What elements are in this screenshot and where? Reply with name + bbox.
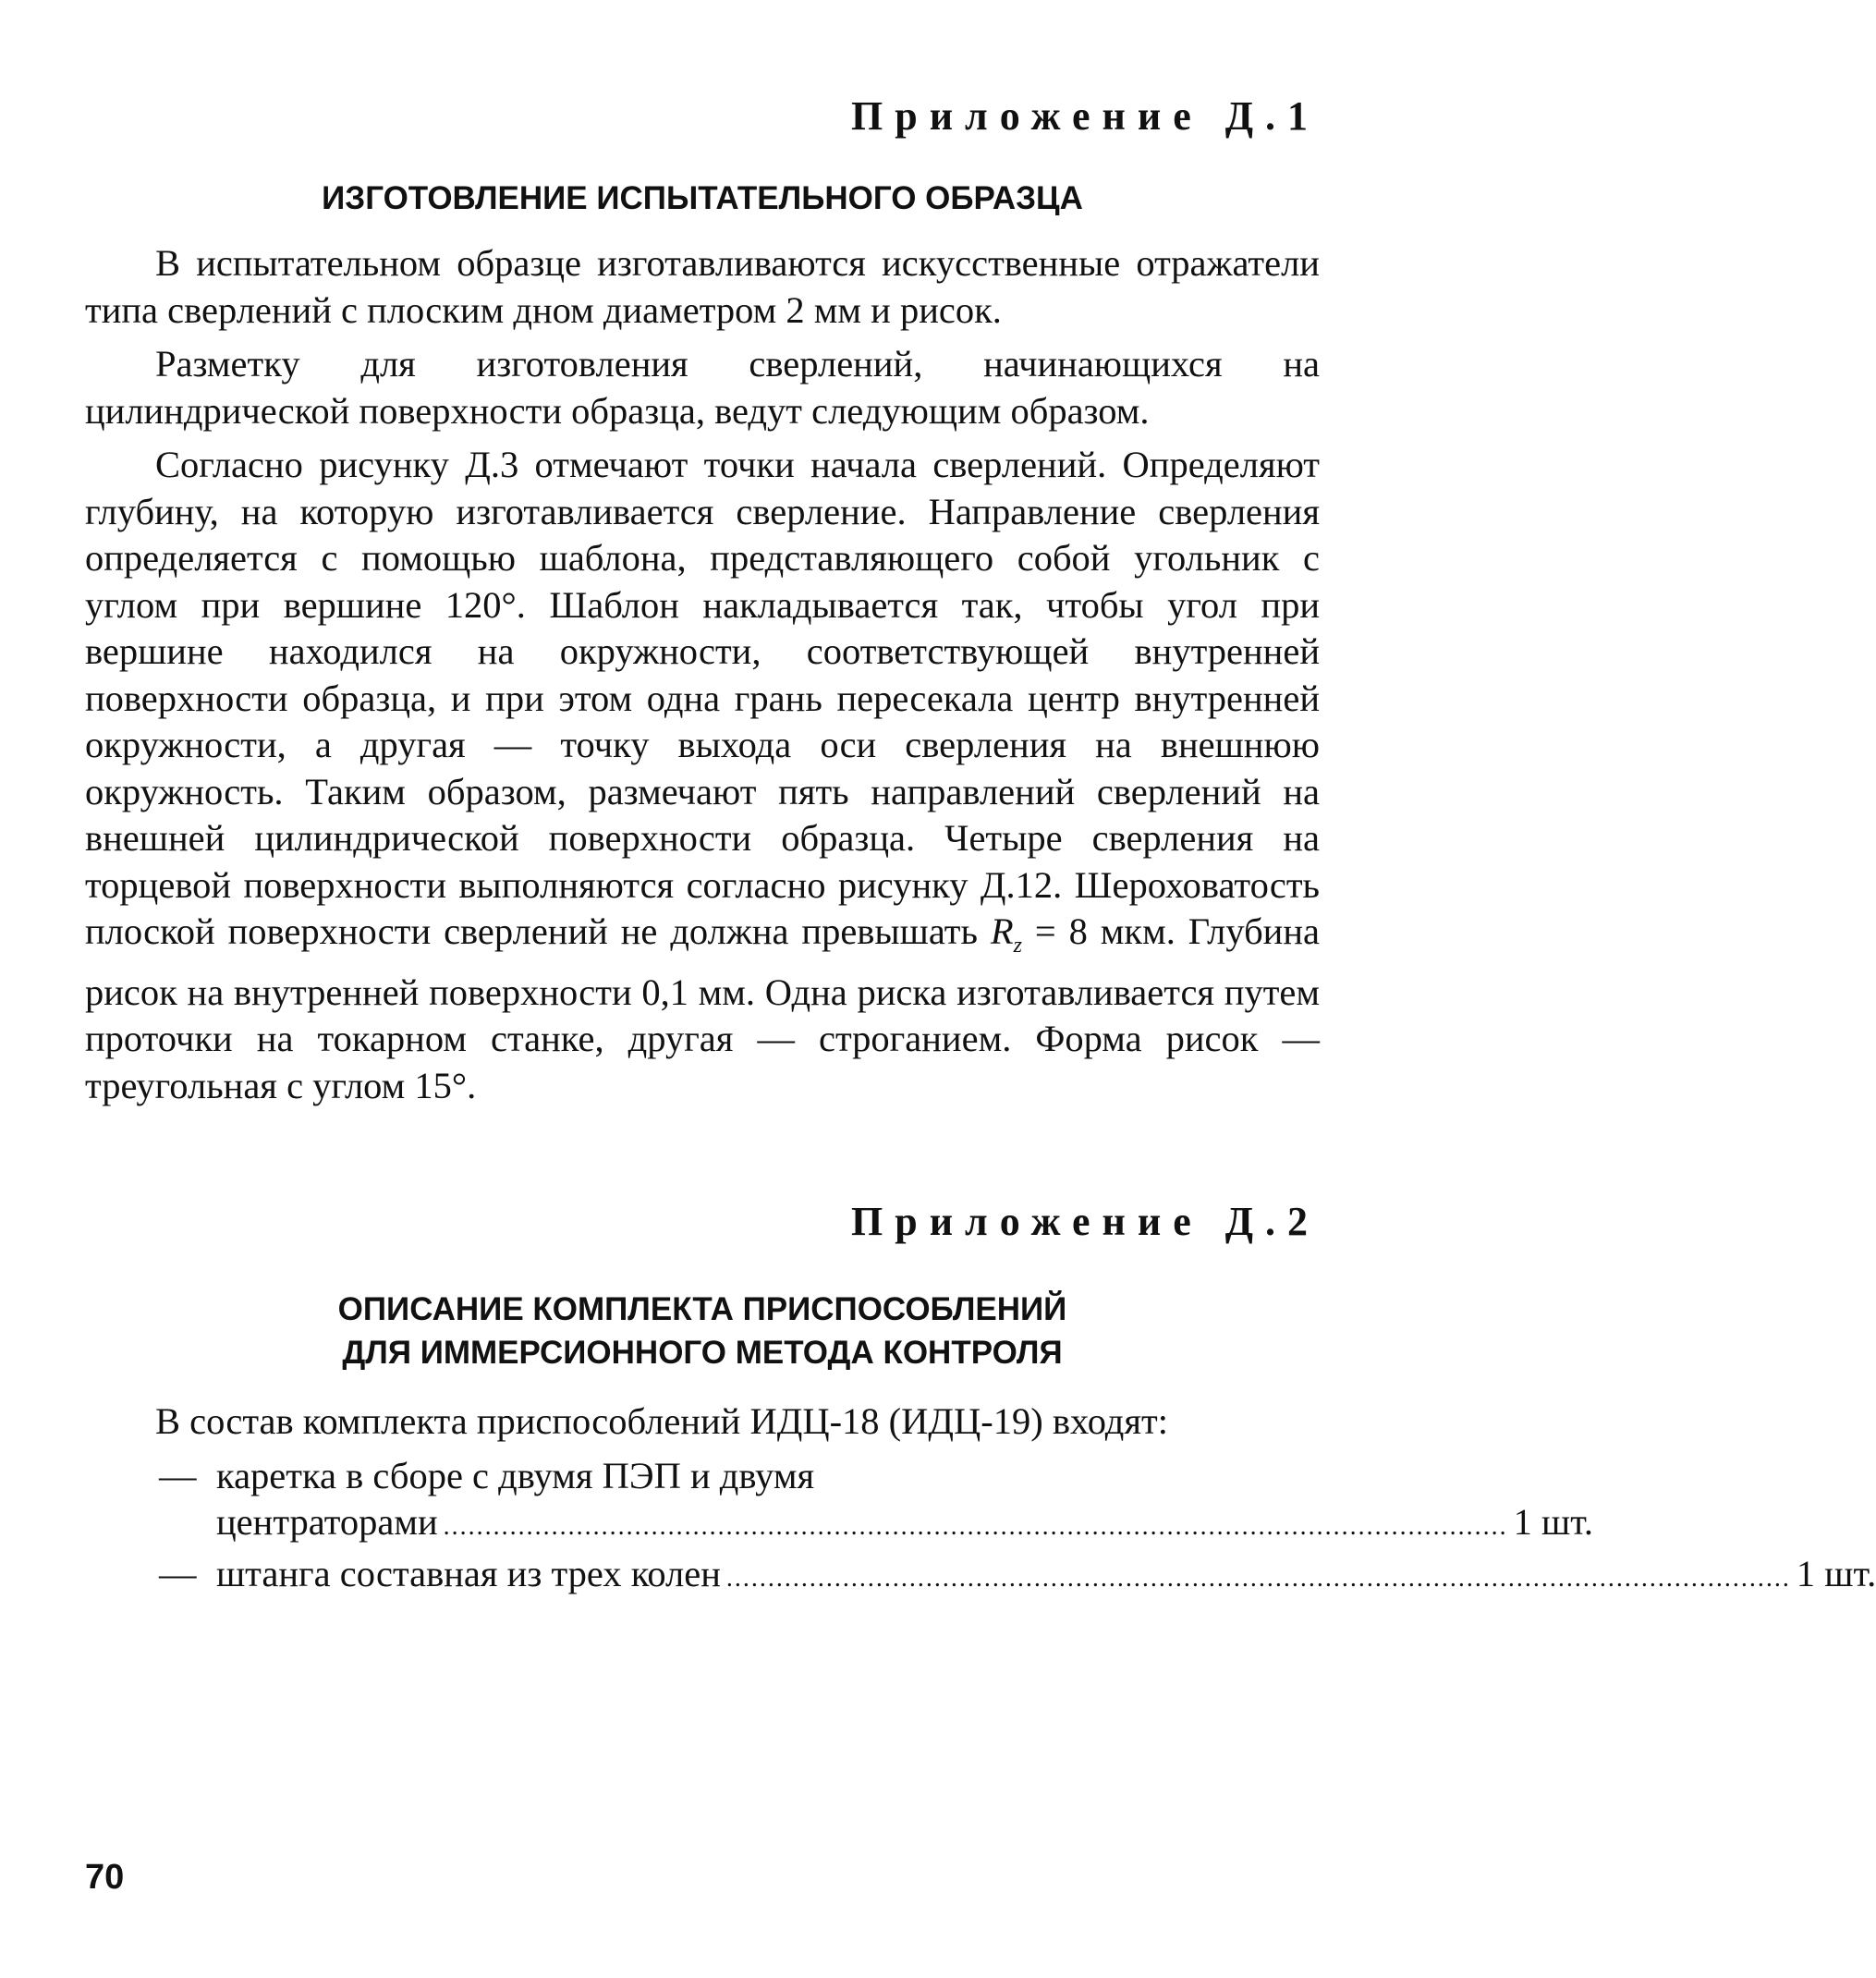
- list-item-quantity: 1 шт.: [1513, 1501, 1593, 1544]
- roughness-symbol-letter: R: [990, 910, 1014, 953]
- paragraph-3: [85, 442, 1320, 1109]
- section-title-d2-line1: ОПИСАНИЕ КОМПЛЕКТА ПРИСПОСОБЛЕНИЙ: [337, 1290, 1067, 1327]
- paragraph-3-part2: = 8 мкм. Глубина рисок на внутренней поверхности 0,1 мм. Одна риска изготавливается путем проточки на токарном станке, другая — строганием. Форма рисок — треугольная с углом 15°.: [85, 910, 1320, 1106]
- list-item-text: штанга составная из трех колен: [216, 1552, 721, 1594]
- paragraph-3-part1: Согласно рисунку Д.3 отмечают точки начала сверлений. Определяют глубину, на которую изготавливается сверление. Направление сверления определяется с помощью шаблона, представляющего собой угольник с углом при вершине 120°. Шаблон накладывается так, чтобы угол при вершине находился на окружности, соответствующей внутренней поверхности образца, и при этом одна грань пересекала центр внутренней окружности, а другая — точку выхода оси сверления на внешнюю окружность. Таким образом, размечают пять направлений сверлений на внешней цилиндрической поверхности образца. Четыре сверления на торцевой поверхности выполняются согласно рисунку Д.12. Шероховатость плоской поверхности сверлений не должна превышать: [85, 444, 1320, 953]
- section-title-d1: ИЗГОТОВЛЕНИЕ ИСПЫТАТЕЛЬНОГО ОБРАЗЦА: [322, 179, 1083, 216]
- list-item-quantity: 1 шт.: [1796, 1552, 1876, 1594]
- equipment-list: [85, 1453, 1876, 1603]
- appendix-label-d1: Приложение Д.1: [851, 93, 1320, 139]
- section-title-d2: [85, 1288, 1320, 1375]
- list-item-leader: [216, 1551, 1876, 1603]
- paragraph-intro: В состав комплекта приспособлений ИДЦ-18 (ИДЦ-19) входят:: [155, 1400, 1168, 1443]
- leader-dots: ................................................................................................................................: [725, 1563, 1791, 1593]
- list-item-text: каретка в сборе с двумя ПЭП и двумя: [216, 1454, 815, 1496]
- list-item-leader: [216, 1499, 1593, 1551]
- section-title-d2-line2: ДЛЯ ИММЕРСИОННОГО МЕТОДА КОНТРОЛЯ: [342, 1335, 1063, 1372]
- list-item: [85, 1551, 1876, 1603]
- list-item-text-cont: центраторами: [216, 1501, 438, 1544]
- list-dash: —: [159, 1454, 197, 1496]
- roughness-symbol: [990, 910, 1022, 958]
- page-number: 70: [85, 1858, 125, 1897]
- list-dash: —: [159, 1552, 197, 1594]
- paragraph-1: В испытательном образце изготавливаются искусственные отражатели типа сверлений с плоским дном диаметром 2 мм и рисок.: [85, 242, 1320, 331]
- section-spacer: [85, 1117, 1320, 1198]
- paragraph-2: Разметку для изготовления сверлений, начинающихся на цилиндрической поверхности образца, ведут следующим образом.: [85, 343, 1320, 432]
- page-content: [85, 92, 1876, 1602]
- appendix-label-d2: Приложение Д.2: [851, 1199, 1320, 1245]
- list-item: [85, 1453, 1593, 1551]
- leader-dots: ................................................................................................................................: [443, 1512, 1508, 1542]
- roughness-symbol-subscript: z: [1013, 934, 1022, 958]
